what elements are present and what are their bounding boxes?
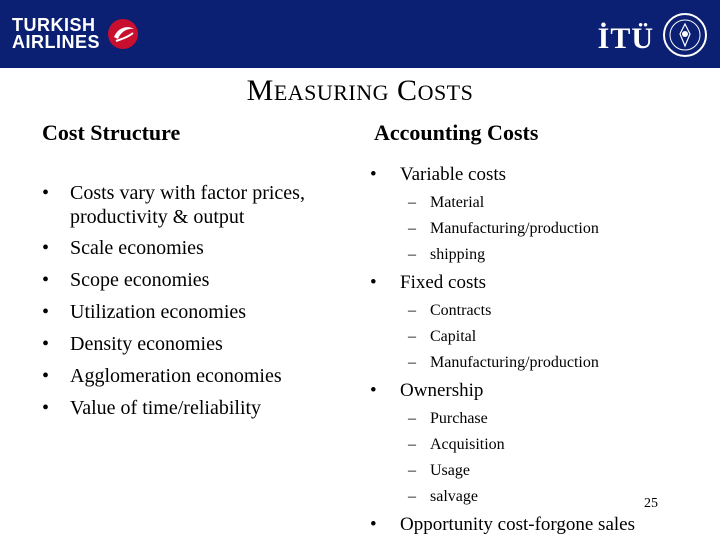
list-item: • Utilization economies [42, 301, 247, 323]
list-item: – shipping [408, 246, 486, 263]
list-item: • Costs vary with factor prices, productivity & output [42, 182, 305, 228]
itu-logo [598, 8, 708, 62]
slide-title: MEASURING COSTS [246, 74, 474, 107]
logo-line-2: AIRLINES [12, 32, 101, 52]
opportunity-cost-group: • Opportunity cost-forgone sales [370, 514, 635, 535]
list-item: • Scale economies [42, 237, 204, 259]
list-item: – Contracts [408, 302, 492, 319]
list-item: • Density economies [42, 333, 223, 355]
variable-costs-group: • Variable costs – Material – Manufacturing/production – shipping [370, 160, 700, 268]
fixed-costs-group: • Fixed costs – Contracts – Capital – Manufacturing/production [370, 268, 700, 376]
list-item: – Manufacturing/production [408, 220, 599, 237]
logo-line-1: TURKISH [12, 15, 96, 35]
group-label: Variable costs [400, 164, 507, 185]
list-item: – salvage [408, 488, 478, 505]
list-item: – Capital [408, 328, 477, 345]
list-item: – Usage [408, 462, 470, 479]
list-item: • Value of time/reliability [42, 397, 262, 419]
list-item: – Acquisition [408, 436, 505, 453]
right-column-heading: Accounting Costs [374, 120, 539, 145]
group-label: Opportunity cost-forgone sales [400, 514, 635, 535]
cost-structure-list [42, 177, 342, 424]
itu-seal-icon [662, 12, 708, 58]
list-item: – Purchase [408, 410, 488, 427]
accounting-costs-list [370, 160, 700, 540]
list-item: • Scope economies [42, 269, 210, 291]
ownership-group: • Ownership – Purchase – Acquisition – Usage – salvage [370, 376, 700, 510]
group-label: Ownership [400, 380, 484, 401]
left-column-heading: Cost Structure [42, 120, 181, 145]
header-bar [0, 0, 720, 68]
list-item: – Material [408, 194, 485, 211]
list-item: – Manufacturing/production [408, 354, 599, 371]
turkish-airlines-logo-icon [106, 17, 140, 51]
itu-logo-text: İTÜ [597, 22, 654, 55]
group-label: Fixed costs [400, 272, 487, 293]
page-number: 25 [644, 496, 658, 511]
turkish-airlines-logo [12, 14, 140, 54]
list-item: • Agglomeration economies [42, 365, 282, 387]
